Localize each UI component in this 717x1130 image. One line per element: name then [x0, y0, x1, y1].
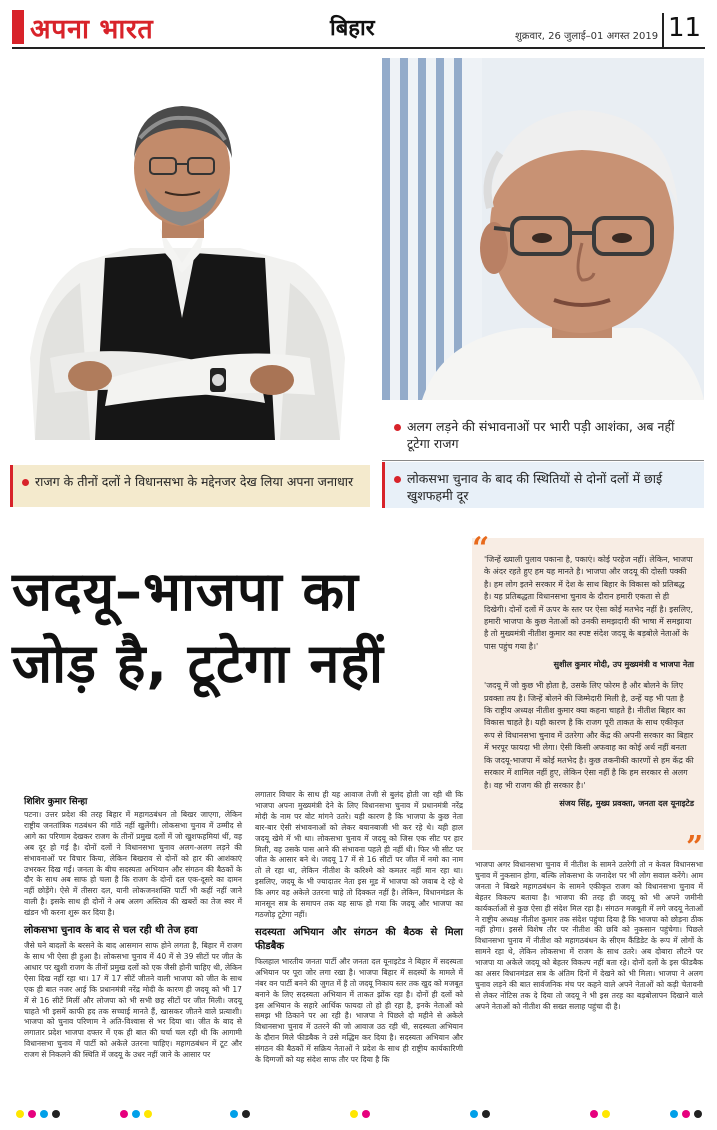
- bullet-dot-icon: [22, 479, 29, 486]
- issue-date: शुक्रवार, 26 जुलाई–01 अगस्त 2019: [515, 31, 659, 42]
- close-quote-icon: ”: [686, 830, 704, 865]
- registration-dot-icon: [482, 1110, 490, 1118]
- registration-dot-icon: [52, 1110, 60, 1118]
- registration-dot-icon: [350, 1110, 358, 1118]
- quote-author: सुशील कुमार मोदी, उप मुख्यमंत्री व भाजपा नेता: [553, 660, 694, 670]
- paragraph: फिलहाल भारतीय जनता पार्टी और जनता दल यूनाइटेड ने बिहार में सदस्यता अभियान पर पूरा जोर लगा रखा है। भाजपा बिहार में सदस्यों के मामले में नंबर वन पार्टी बनने की जुगत में है तो जदयू निकाय स्तर तक खुद को मजबूत बनाने के लिए सदस्यता अभियान में ताकत झोंक रहा है। दोनों ही दलों को इस अभियान के सहारे आर्थिक फायदा तो हो ही रहा है, इनके नेताओं को समझ भी ठिकाने पर आ रही है। भाजपा ने पिछले दो महीने से अकेले विधानसभा चुनाव में उतरने की जो आवाज उठ रही थी, सदस्यता अभियान के दौरान मिले फीडबैक ने उसे मद्धिम कर दिया है। सदस्यता अभियान और संगठन की बैठकों में सक्रिय नेताओं ने प्रदेश के साथ ही राष्ट्रीय कार्यकारिणी के दिग्गजों को यह संदेश साफ तौर पर दिया है कि: [255, 956, 463, 1065]
- photo-left-illustration: [10, 58, 355, 440]
- caption-right-top: [382, 410, 704, 460]
- registration-dot-icon: [144, 1110, 152, 1118]
- quote-box: [472, 538, 704, 850]
- caption-accent-bar: [382, 462, 385, 508]
- bullet-dot-icon: [394, 476, 401, 483]
- registration-dot-icon: [694, 1110, 702, 1118]
- article-column-3: [475, 860, 703, 1013]
- print-registration-bar: [0, 1104, 717, 1124]
- registration-dot-icon: [120, 1110, 128, 1118]
- caption-text: अलग लड़ने की संभावनाओं पर भारी पड़ी आशंका, अब नहीं टूटेगा राजग: [407, 419, 675, 451]
- paragraph: पटना। उत्तर प्रदेश की तरह बिहार में महागठबंधन तो बिखर जाएगा, लेकिन राष्ट्रीय जनतांत्रिक गठबंधन की गांठें नहीं खुलेंगी। लोकसभा चुनाव में उम्मीद से आगे का परिणाम देखकर राजग के तीनों प्रमुख दलों में जो खुशफहमियां थीं, वह अब दूर हो गई है। दोनों दलों ने विधानसभा चुनाव अलग-अलग लड़ने की संभावनाओं पर विचार किया, लेकिन बिखराव से दोनों को हार की आशंकाएं उभरकर दिख गईं। जनता के बीच सदस्यता अभियान और संगठन की बैठकों के दौर के साथ अब साफ हो चला है कि राजग के दोनों दल एक-दूसरे का दामन नहीं छोड़ेंगे। ऐसे में तीसरा दल, यानी लोकजनशक्ति पार्टी भी कहीं नहीं जाने वाली है। इसके साथ ही दोनों ने अब अलग अस्तित्व की खबरों का तेज स्वर में खंडन भी करना शुरू कर दिया है।: [24, 810, 242, 918]
- registration-dot-icon: [16, 1110, 24, 1118]
- header-divider: [662, 13, 664, 47]
- headline-line-2: जोड़ है, टूटेगा नहीं: [12, 632, 384, 695]
- registration-dot-icon: [470, 1110, 478, 1118]
- registration-dot-icon: [670, 1110, 678, 1118]
- quote-text: 'जदयू में जो कुछ भी होता है, उसके लिए फोरम है और बोलने के लिए प्रवक्ता तय है। जिन्हें बोलने की जिम्मेदारी मिली है, उन्हें यह भी पता है कि राष्ट्रीय अध्यक्ष नीतीश कुमार क्या कहना चाहते है। नीतीश बिहार का विकास चाहते है। यही कारण है कि राजग पूरी ताकत के साथ एकीकृत रूप से विधानसभा चुनाव में उतरेगा और केंद्र की अपनी सरकार का बिहार में भरपूर फायदा भी लेगा। ऐसी किसी अफवाह का कोई अर्थ नहीं बनता कि जदयू-भाजपा में कोई मतभेद है। कुछ तकनीकी कारणों से हम केंद्र की सरकार में शामिल नहीं हुए, लेकिन ऐसा नहीं है कि हम सरकार से अलग है। वह भी राजग की ही सरकार है।': [484, 681, 694, 790]
- bullet-dot-icon: [394, 424, 401, 431]
- registration-dot-icon: [28, 1110, 36, 1118]
- caption-left: [10, 465, 370, 507]
- article-column-1: [24, 810, 242, 1061]
- registration-dot-icon: [590, 1110, 598, 1118]
- registration-dot-icon: [362, 1110, 370, 1118]
- paragraph: लगातार विचार के साथ ही यह आवाज तेजी से बुलंद होती जा रही थी कि भाजपा अपना मुख्यमंत्री देने के लिए विधानसभा चुनाव में प्रधानमंत्री नरेंद्र मोदी के नाम पर वोट मांगने उतरे। यही कारण है कि भाजपा के कुछ नेता बार-बार ऐसी संभावनाओं को लेकर बयानबाजी भी कर रहे थे। यही हाल जदयू खेमे में भी था। लोकसभा चुनाव में जदयू को जिस एक सीट पर हार मिली, वह उसके पास आने की संभावना पहले ही नहीं थी। फिर भी सीट पर जीत के आसार बने थे। जदयू 17 में से 16 सीटों पर जीत में नमो का नाम तो ले रहा था, लेकिन नीतीश के करिश्मे को कमतर नहीं मान रहा था। इसलिए, जदयू के भी ज्यादातर नेता इस मूड में भाजपा को जवाब दे रहे थे कि अगर वह अकेले उतरना चाहे तो दिक्कत नहीं है। लेकिन, विधानमंडल के मानसून सत्र के समापन तक यह साफ हो गया कि जदयू और भाजपा का गठजोड़ टूटेगा नहीं।: [255, 790, 463, 919]
- page-header: [0, 0, 717, 50]
- caption-right-bottom: [382, 462, 704, 508]
- caption-text: लोकसभा चुनाव के बाद की स्थितियों से दोनों दलों में छाई खुशफहमी दूर: [407, 471, 663, 503]
- headline: [12, 556, 460, 700]
- quote-text: 'जिन्हें ख्याली पुलाव पकाना है, पकाएं। कोई परहेज नहीं। लेकिन, भाजपा के अंदर रहते हुए हम यह मानते है। भाजपा और जदयू की दोस्ती पक्की है। हम लोग इतने सरकार में देश के साथ बिहार के विकास को प्रतिबद्ध है। यह प्रतिबद्धता विधानसभा चुनाव के दौरान हमारी एकता से ही दिखेगी। दोनों दलों में ऊपर के स्तर पर ऐसा कोई मतभेद नहीं है। इसलिए, हमारी भाजपा के कुछ नेताओं को उनकी समझदारी की भाषा में समझाया है तो मुख्यमंत्री नीतीश कुमार का स्पष्ट संदेश जदयू के बड़बोले नेताओं के पास पहुंच गया है।': [484, 555, 693, 651]
- registration-dot-icon: [230, 1110, 238, 1118]
- registration-dot-icon: [602, 1110, 610, 1118]
- photo-right: [382, 58, 704, 400]
- registration-dot-icon: [132, 1110, 140, 1118]
- caption-text: राजग के तीनों दलों ने विधानसभा के मद्देनजर देख लिया अपना जनाधार: [35, 474, 354, 489]
- brand-red-bar: [12, 10, 24, 44]
- photo-right-illustration: [382, 58, 704, 400]
- caption-accent-bar: [10, 465, 13, 507]
- article-column-2: [255, 790, 463, 1066]
- headline-line-1: जदयू–भाजपा का: [12, 560, 359, 623]
- subheading: सदस्यता अभियान और संगठन की बैठक से मिला फीडबैक: [255, 926, 463, 952]
- quote-author: संजय सिंह, मुख्य प्रवक्ता, जनता दल यूनाइटेड: [559, 798, 694, 808]
- page-number: 11: [668, 13, 702, 43]
- byline: शिशिर कुमार सिन्हा: [24, 797, 88, 807]
- registration-dot-icon: [682, 1110, 690, 1118]
- caption-divider: [382, 460, 704, 461]
- registration-dot-icon: [40, 1110, 48, 1118]
- open-quote-icon: “: [472, 531, 490, 566]
- header-rule: [12, 47, 705, 49]
- photo-left: [10, 58, 355, 440]
- subheading: लोकसभा चुनाव के बाद से चल रही थी तेज हवा: [24, 925, 198, 937]
- paragraph: जैसे घने बादलों के बरसने के बाद आसमान साफ होने लगता है, बिहार में राजग के साथ भी ऐसा ही हुआ है। लोकसभा चुनाव में 40 में से 39 सीटों पर जीत के आधार पर खुशी राजग के तीनों प्रमुख दलों को एक जैसी होनी चाहिए थी, लेकिन ऐसा दिख नहीं रहा था। 17 में 17 सीटें जीतने वाली भाजपा को जीत के साथ एक ही बात नजर आई कि प्रधानमंत्री नरेंद्र मोदी के कारण ही जदयू को भी 17 में से 16 सीटें मिलीं और लोजपा को भी सभी छह सीटों पर जीत मिली। जदयू चाहते भी इसमें काफी हद तक सच्चाई मानते हैं, खासकर जीतने वाले प्रत्याशी। भाजपा को चुनाव परिणाम ने अति-विश्वास से भर दिया था। जीत के बाद से लगातार प्रदेश भाजपा दफ्तर में एक ही बात की चर्चा चल रही थी कि आगामी विधानसभा चुनाव में पार्टी को अकेले उतरना चाहिए। महागठबंधन में टूट और राजग से निकलने की स्थिति में जदयू के उधर नहीं जाने के आसार पर: [24, 941, 242, 1060]
- brand-name: अपना भारत: [30, 13, 154, 45]
- brand-logo: [12, 10, 153, 44]
- section-title: बिहार: [330, 16, 375, 41]
- registration-dot-icon: [242, 1110, 250, 1118]
- paragraph: भाजपा अगर विधानसभा चुनाव में नीतीश के सामने उतरेगी तो न केवल विधानसभा चुनाव में नुकसान होगा, बल्कि लोकसभा के जनादेश पर भी लोग सवाल करेंगे। आम जनता ने बिखरे महागठबंधन के सामने एकीकृत राजग को विधानसभा चुनाव में बेहतर विकल्प बताया है। भाजपा की तरह ही जदयू को भी अपने जमीनी कार्यकर्ताओं से कुछ ऐसा ही संदेश मिल रहा है। संगठन मजबूती में लगे जदयू नेताओं ने राष्ट्रीय अध्यक्ष नीतीश कुमार तक संदेश पहुंचा दिया है कि भाजपा को छोड़ना ठीक नहीं होगा। इससे विशेष तौर पर नीतीश की छवि को नुकसान पहुंचेगा। पिछले विधानसभा चुनाव में नीतीश को महागठबंधन के सीएम कैंडिडेट के रूप में लोगों के सामने रहा थे, लेकिन लोकसभा में राजग के साथ उतरे। अब दोबारा लौटने पर भाजपा या अकेले जदयू को बेहतर विकल्प नहीं बता रहे। दोनों दलों के इस फीडबैक का असर विधानमंडल सत्र के अंतिम दिनों में देखने को भी मिला। भाजपा ने अलग चुनाव लड़ने की बात सार्वजनिक मंच पर कहने वाले अपने नेताओं को कड़ी चेतावनी से लेकर नोटिस तक दे दिया तो जदयू ने भी इस तरह का बड़बोलापन दिखाने वाले अपने नेताओं को नीतीश की सख्त सलाह पहुंचा दी है।: [475, 860, 703, 1011]
